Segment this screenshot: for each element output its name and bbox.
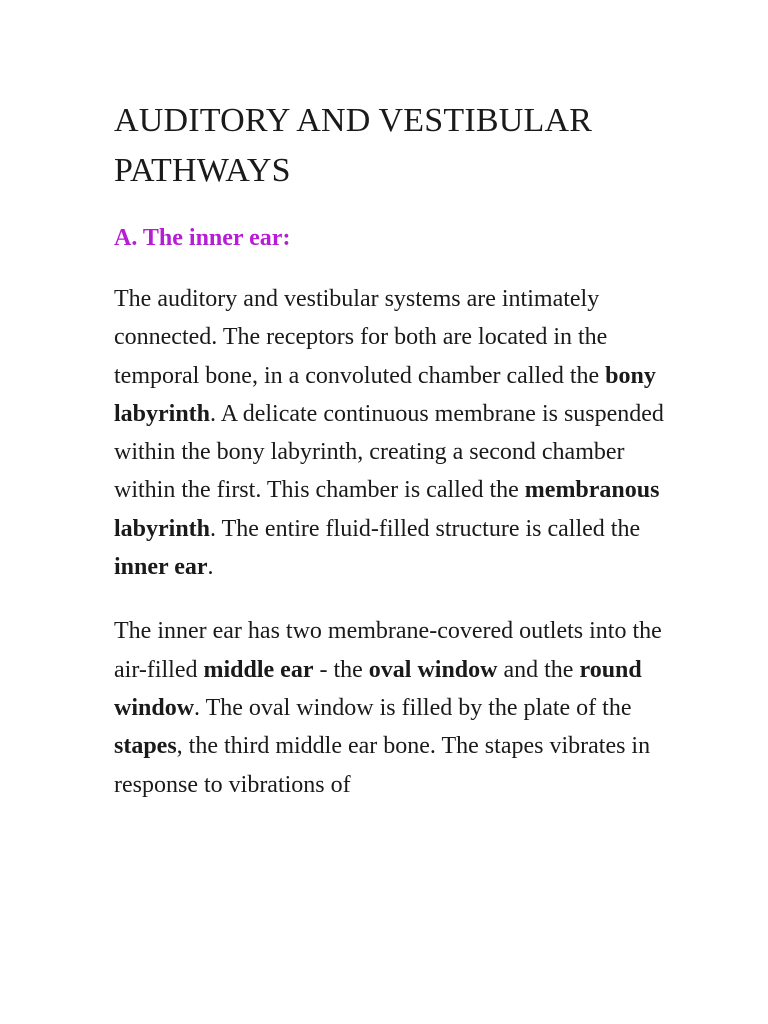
paragraph-text: The auditory and vestibular systems are intimately connected. The receptors for both are located in the temporal bone, in a convoluted chamber called the <box>114 286 608 389</box>
bold-term: membranous labyrinth <box>114 477 660 542</box>
bold-term: oval window <box>368 656 498 683</box>
paragraph-text: - the <box>313 656 369 683</box>
body-paragraph <box>114 280 674 586</box>
paragraph-text: . The oval window is filled by the plate of the <box>194 694 632 721</box>
bold-term: inner ear <box>114 554 208 581</box>
paragraph-text: and the <box>497 656 580 683</box>
paragraph-text: . A delicate continuous membrane is suspended within the bony labyrinth, creating a second chamber within the first. This chamber is called the <box>114 400 664 504</box>
bold-term: round window <box>114 656 642 721</box>
document-page <box>114 96 674 804</box>
body-paragraphs <box>114 280 674 804</box>
paragraph-text: . <box>207 554 214 581</box>
bold-term: bony labyrinth <box>114 362 656 427</box>
document-title <box>114 96 674 196</box>
paragraph-text: . The entire fluid-filled structure is called the <box>210 515 641 542</box>
document-title-line-2: PATHWAYS <box>114 152 291 189</box>
paragraph-text: , the third middle ear bone. The stapes vibrates in response to vibrations of <box>114 733 651 798</box>
document-title-line-1: AUDITORY AND VESTIBULAR <box>114 102 593 139</box>
bold-term: stapes <box>114 733 177 760</box>
section-heading: A. The inner ear: <box>114 225 291 251</box>
paragraph-text: The inner ear has two membrane-covered outlets into the air-filled <box>114 618 662 683</box>
body-paragraph <box>114 612 674 803</box>
bold-term: middle ear <box>203 656 314 683</box>
